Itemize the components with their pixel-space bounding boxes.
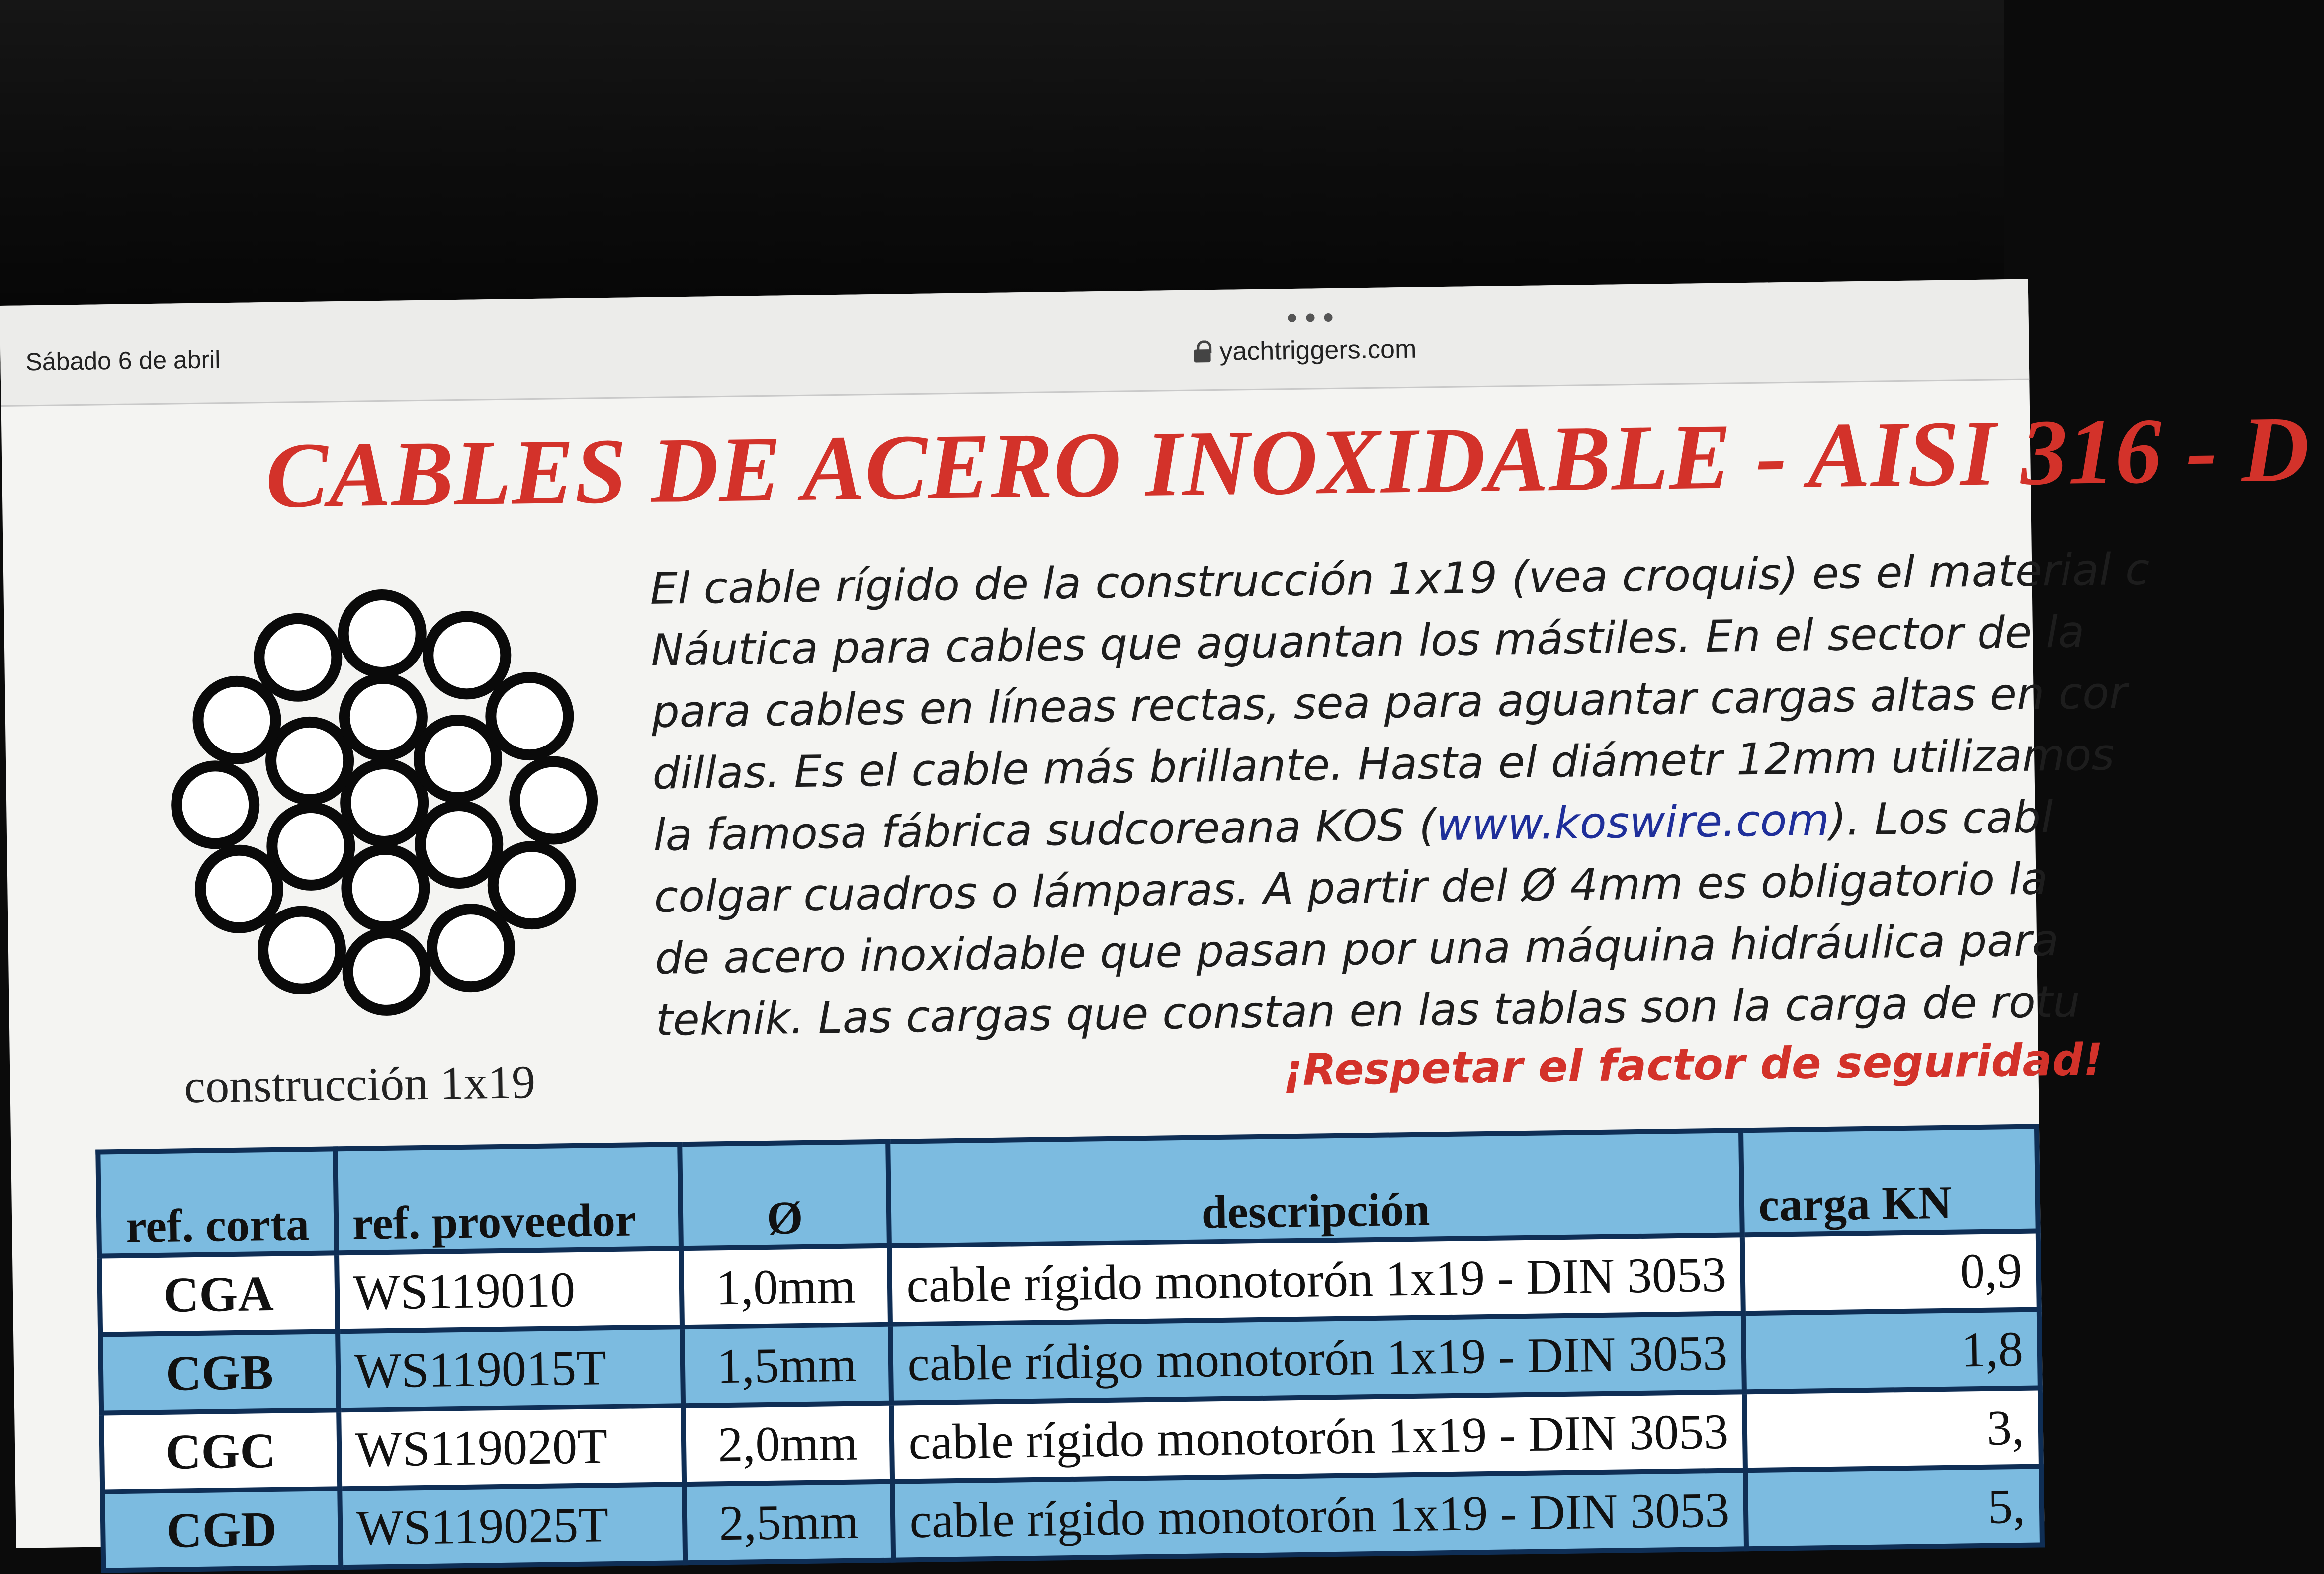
description-line: colgar cuadros o lámparas. A partir del Ø 4mm es obligatorio la (654, 853, 2048, 922)
more-dots-icon[interactable] (1288, 313, 1332, 324)
description-text (649, 540, 2150, 1051)
cell-diameter: 2,0mm (683, 1403, 893, 1484)
strand-wire (343, 594, 422, 673)
cell-ref: CGD (102, 1489, 341, 1570)
safety-warning: ¡Respetar el factor de seguridad! (1282, 1033, 2104, 1096)
strand-wire (420, 805, 498, 884)
strand-wire (262, 911, 341, 990)
cell-description: cable rígido monotorón 1x19 - DIN 3053 (891, 1392, 1745, 1481)
dot (1306, 313, 1314, 322)
strand-wire (345, 763, 424, 842)
strand-wire (493, 846, 571, 924)
koswire-link[interactable]: www.koswire.com (1435, 794, 1830, 851)
cell-ref: CGA (99, 1253, 338, 1334)
address-bar[interactable] (1194, 334, 1417, 367)
cell-prov: WS119015T (338, 1327, 683, 1410)
description-line: para cables en líneas rectas, sea para aguantar cargas altas en cor (651, 667, 2128, 738)
cell-description: cable rígido monotorón 1x19 - DIN 3053 (889, 1235, 1743, 1324)
header-load: carga KN (1741, 1127, 2038, 1235)
description-line: teknik. Las cargas que constan en las tablas son la carga de rotu (655, 976, 2081, 1046)
strand-wire (428, 616, 506, 694)
strand-wire (197, 681, 276, 759)
cell-prov: WS119025T (340, 1484, 685, 1567)
header-description: descripción (888, 1130, 1743, 1245)
cell-load: 3, (1744, 1388, 2041, 1470)
cell-prov: WS119010 (337, 1248, 682, 1331)
strand-cross-section-icon (158, 576, 611, 1029)
header-ref-proveedor: ref. proveedor (335, 1144, 681, 1253)
strand-wire (270, 722, 349, 800)
cell-load: 1,8 (1743, 1309, 2040, 1392)
cell-diameter: 2,5mm (684, 1482, 894, 1563)
cell-diameter: 1,5mm (682, 1325, 892, 1406)
url-text[interactable]: yachtriggers.com (1219, 334, 1417, 366)
cell-load: 5, (1745, 1466, 2042, 1549)
strand-wire (200, 850, 278, 928)
description-line: El cable rígido de la construcción 1x19 (vea croquis) es el material c (649, 543, 2150, 614)
strand-wire (347, 932, 426, 1011)
lock-icon (1194, 340, 1211, 363)
cell-description: cable rídigo monotorón 1x19 - DIN 3053 (890, 1313, 1744, 1403)
cable-table (95, 1124, 2045, 1573)
strand-wire (176, 765, 255, 844)
tablet-screen (0, 279, 2311, 1558)
strand-wire (514, 761, 593, 840)
description-line: dillas. Es el cable más brillante. Hasta el diámetr 12mm utilizamos (652, 729, 2115, 799)
cell-prov: WS119020T (339, 1406, 684, 1489)
strand-wire (431, 909, 510, 987)
strand-wire (258, 618, 337, 697)
cell-ref: CGB (100, 1331, 339, 1413)
cell-ref: CGC (101, 1410, 340, 1491)
cell-description: cable rígido monotorón 1x19 - DIN 3053 (893, 1470, 1747, 1560)
cell-diameter: 1,0mm (681, 1246, 891, 1327)
dot (1324, 313, 1332, 322)
strand-wire (271, 807, 350, 886)
header-ref-corta: ref. corta (98, 1149, 336, 1256)
figure-caption: construcción 1x19 (183, 1055, 536, 1113)
cell-load: 0,9 (1742, 1231, 2039, 1313)
header-diameter: Ø (680, 1142, 889, 1248)
strand-wire (346, 849, 425, 927)
strand-wire (419, 720, 497, 798)
description-line: de acero inoxidable que pasan por una máquina hidráulica para (654, 914, 2059, 984)
page-title: CABLES DE ACERO INOXIDABLE - AISI 316 - D (265, 397, 2311, 528)
description-line: Náutica para cables que aguantan los mástiles. En el sector de la (650, 606, 2085, 676)
dot (1288, 314, 1296, 322)
description-line: la famosa fábrica sudcoreana KOS (www.koswire.com). Los cabl (653, 791, 2054, 861)
strand-wire (490, 677, 569, 755)
strand-wire (344, 678, 423, 756)
status-date: Sábado 6 de abril (25, 345, 221, 376)
